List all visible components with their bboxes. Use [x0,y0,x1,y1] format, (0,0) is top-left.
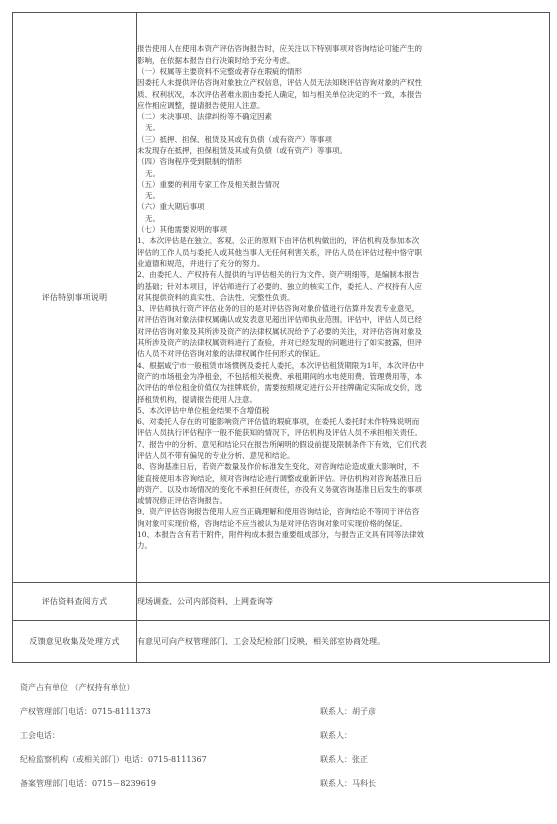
contact-phone: 产权管理部门电话：0715-8111373 [20,707,151,716]
content-line: 对评估咨询对象法律权属确认或发表意见超出评估师执业范围。评估中，评估人员已经 [137,315,422,325]
data-access-row [13,583,550,621]
content-line: 评估人员不带有偏见的专业分析、意见和结论。 [137,451,295,460]
content-line: 评估人员执行评估程序一般不能获知的情况下，评估机构及评估人员不承担相关责任。 [137,428,422,438]
content-line: 4、根据咸宁市一般租赁市场惯例及委托人委托，本次评估租赁期限为1年，本次评估中 [137,360,425,370]
contact-person: 联系人：张正 [320,755,368,764]
content-line: 无。 [145,213,160,223]
content-line: 资产的市场租金为净租金，不包括相关税费、承租期间的水电使用费、管理费用等，本 [137,371,422,381]
content-line: 质、权利状况，本次评估者难永面由委托人确定，如与相关单位决定的不一致，本报告 [137,89,422,99]
content-line: 无。 [145,191,160,201]
content-line: 未发现存在抵押，担保租赁及其或有负债（或有资产）等事项。 [137,145,347,155]
disclosure-table [12,12,550,663]
content-line: 9、资产评估咨询报告使用人应当正确理解和使用咨询结论，咨询结论不等同于评估咨 [137,507,420,517]
content-line: 估人员不对评估咨询对象的法律权属作任何形式的保证。 [137,349,325,359]
content-line: 或情况修正评估咨询报告。 [137,496,227,506]
content-line: 7、报告中的分析、意见和结论只在报告所阐明的假设前提及限制条件下有效，它们代表 [137,439,427,449]
content-line: 力。 [137,541,152,551]
special-matters-content [137,13,550,583]
holder-line [20,682,540,696]
content-line: 评估的工作人员与委托人或其他当事人无任何利害关系，评估人员在评估过程中恪守职 [137,247,422,257]
contact-row [20,754,540,768]
content-line: （一）权属等主要资料不完整或者存在瑕疵的情形 [137,66,302,76]
feedback-value: 有意见可向产权管理部门、工会及纪检部门反映，相关部室协商处理。 [137,621,550,663]
content-line: 因委托人未提供评估咨询对象独立产权信息，评估人员无法知晓评估咨询对象的产权性 [137,78,422,88]
contact-row [20,730,540,744]
content-line: 2、由委托人、产权持有人提供的与评估相关的行为文件、资产明细等，是编制本报告 [137,270,420,280]
content-line: （三）抵押、担保、租赁及其或有负债（或有资产）等事项 [137,134,332,144]
contact-phone: 工会电话： [20,731,60,740]
content-line: 对评估咨询对象及其所涉及资产的法律权属状况给予了必要的关注，对评估咨询对象及 [137,326,422,336]
holder-label: 资产占有单位 （产权持有单位） [20,683,135,692]
content-line: 8、咨询基准日后，若资产数量及作价标准发生变化，对咨询结论造成重大影响时，不 [137,462,420,472]
content-line: 应作相应调整，提请报告使用人注意。 [137,100,265,110]
content-line: 10、本报告含有若干附件，附件构成本报告重要组成部分，与报告正文具有同等法律效 [137,530,425,540]
contact-person: 联系人：胡子彦 [320,707,376,716]
data-access-label: 评估资料查阅方式 [13,583,137,621]
feedback-row [13,621,550,663]
content-line: （四）咨询程序受到限制的情形 [137,157,242,167]
contact-person: 联系人： [320,731,352,740]
contact-phone: 备案管理部门电话：0715－8239619 [20,779,156,788]
content-line: 的基础；针对本项目，评估师进行了必要的、独立的核实工作，委托人、产权持有人应 [137,281,422,291]
content-line: 询对象可实现价格，咨询结论不应当被认为是对评估咨询对象可实现价格的保证。 [137,518,407,528]
content-line: 1、本次评估是在独立、客观、公正的原则下由评估机构做出的，评估机构及参加本次 [137,236,420,246]
contact-phone: 纪检监察机构（或相关部门）电话：0715-8111367 [20,755,207,764]
content-line: 无。 [145,168,160,178]
content-line: （五）重要的利用专家工作及相关报告情况 [137,179,280,189]
content-line: 影响，在依据本报告自行决策时给予充分考虑。 [137,55,295,65]
contact-person: 联系人：马科长 [320,779,376,788]
content-line: 报告使用人在使用本资产评估咨询报告时，应关注以下特别事项对咨询结论可能产生的 [137,44,422,54]
content-line: 次评估的单位租金价值仅为挂牌底价，需要按照规定进行公开挂牌确定实际成交价，选 [137,383,422,393]
content-line: 无。 [145,123,160,133]
contact-row [20,706,540,720]
content-line: （二）未决事项、法律纠纷等不确定因素 [137,112,272,122]
feedback-label: 反馈意见收集及处理方式 [13,621,137,663]
content-line: 的资产、以及市场情况的变化不承担任何责任，亦没有义务就咨询基准日后发生的事项 [137,484,422,494]
content-line: （六）重大期后事项 [137,202,205,212]
content-line: 能直接使用本咨询结论，须对咨询结论进行调整或重新评估。评估机构对咨询基准日后 [137,473,422,483]
special-matters-label: 评估特别事项说明 [13,13,137,583]
content-line: 3、评估师执行资产评估业务的目的是对评估咨询对象价值进行估算并发表专业意见， [137,304,420,314]
content-line: 业道德和规范，并进行了充分的努力。 [137,258,265,268]
content-line: 5、本次评估中单位租金结果不含增值税 [137,405,270,415]
content-line: 其所涉及资产的法律权属资料进行了查验，并对已经发现的问题进行了如实披露，但评 [137,338,422,348]
content-line: 择租赁机构，提请报告使用人注意。 [137,394,257,404]
contact-row [20,778,540,792]
special-matters-row [13,13,550,583]
content-line: （七）其他需要说明的事项 [137,225,227,235]
content-line: 6、对委托人存在的可能影响资产评估值的瑕疵事项，在委托人委托时未作特殊说明而 [137,417,420,427]
data-access-value: 现场调查、公司内部资料、上网查询等 [137,583,550,621]
content-line: 对其提供资料的真实性、合法性、完整性负责。 [137,292,295,302]
